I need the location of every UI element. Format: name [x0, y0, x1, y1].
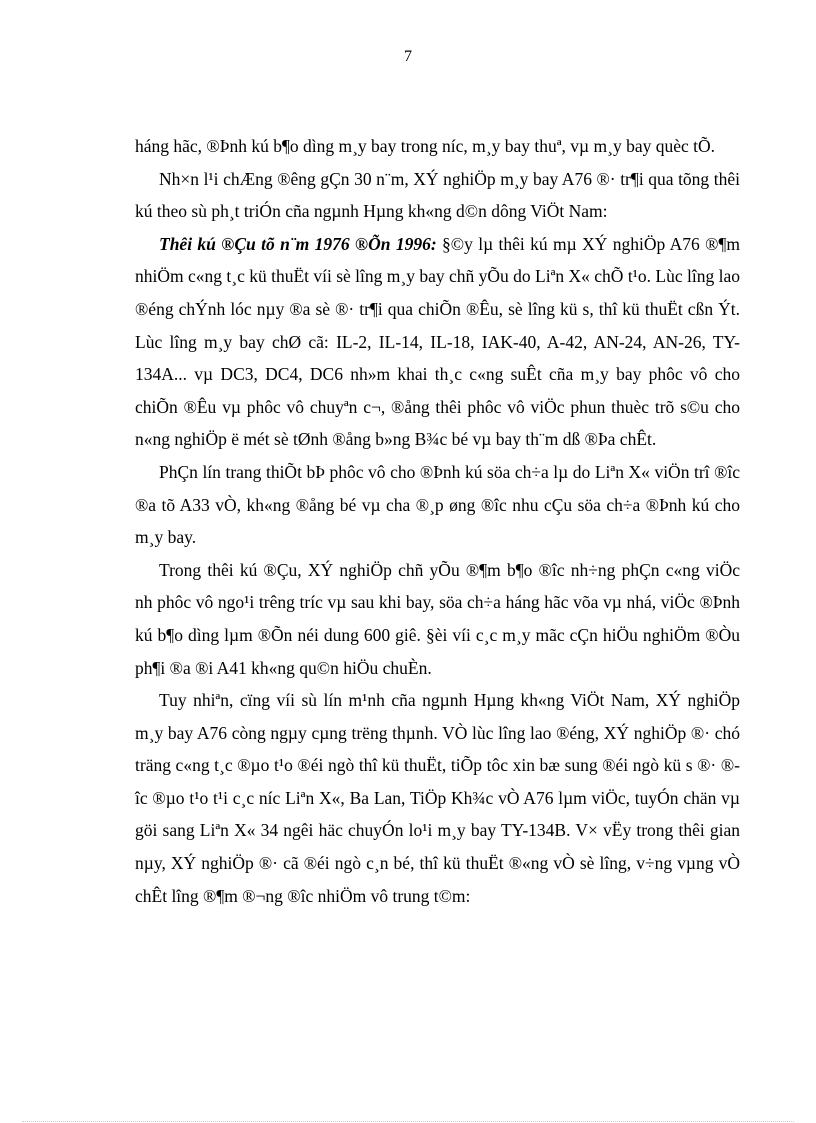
paragraph-4: PhÇn lín trang thiÕt bÞ phôc vô cho ®Þnh kú söa ch÷a lµ do Liªn X« viÖn trî ®îc ®a tõ A33 vÒ, kh«ng ®ång bé vµ cha ®¸p øng ®îc nhu cÇu söa ch÷a ®Þnh kú cho m¸y bay. [135, 461, 740, 548]
document-body [135, 130, 740, 912]
paragraph-3-text: §©y lµ thêi kú mµ XÝ nghiÖp A76 ®¶m nhiÖm c«ng t¸c kü thuËt víi sè lîng m¸y bay chñ yÕu do Liªn X« chÕ t¹o. Lùc lîng lao ®éng chÝnh lóc nµy ®a sè ®· tr¶i qua chiÕn ®Êu, sè lîng kü s, thî kü thuËt cßn Ýt. Lùc lîng m¸y bay chØ cã: IL-2, IL-14, IL-18, IAK-40, A-42, AN-24, AN-26, TY-134A... vµ DC3, DC4, DC6 nh»m khai th¸c c«ng suÊt cña m¸y bay phôc vô cho chiÕn ®Êu vµ phôc vô chuyªn c¬, ®ång thêi phôc vô viÖc phun thuèc trõ s©u cho n«ng nghiÖp ë mét sè tØnh ®ång b»ng B¾c bé vµ bay th¨m dß ®Þa chÊt. [135, 233, 740, 450]
paragraph-6: Tuy nhiªn, cïng víi sù lín m¹nh cña ngµnh Hµng kh«ng ViÖt Nam, XÝ nghiÖp m¸y bay A76 còng ngµy cµng trëng thµnh. VÒ lùc lîng lao ®éng, XÝ nghiÖp ®· chó träng c«ng t¸c ®µo t¹o ®éi ngò thî kü thuËt, tiÕp tôc xin bæ sung ®éi ngò kü s ®· ®îc ®µo t¹o t¹i c¸c níc Liªn X«, Ba Lan, TiÖp Kh¾c vÒ A76 lµm viÖc, tuyÓn chän vµ göi sang Liªn X« 34 ngêi häc chuyÓn lo¹i m¸y bay TY-134B. V× vËy trong thêi gian nµy, XÝ nghiÖp ®· cã ®éi ngò c¸n bé, thî kü thuËt ®«ng vÒ sè lîng, v÷ng vµng vÒ chÊt lîng ®¶m ®¬ng ®îc nhiÖm vô trung t©m: [135, 690, 740, 906]
paragraph-1: háng hãc, ®Þnh kú b¶o dìng m¸y bay trong níc, m¸y bay thuª, vµ m¸y bay quèc tÕ. [135, 136, 715, 156]
period-heading: Thêi kú ®Çu tõ n¨m 1976 ®Õn 1996: [159, 233, 437, 254]
paragraph-2: Nh×n l¹i chÆng ®êng gÇn 30 n¨m, XÝ nghiÖp m¸y bay A76 ®· tr¶i qua tõng thêi kú theo sù ph¸t triÓn cña ngµnh Hµng kh«ng d©n dông ViÖt Nam: [135, 168, 740, 222]
page-bottom-divider [22, 1121, 794, 1122]
paragraph-3 [135, 228, 740, 456]
page-number: 7 [404, 48, 412, 65]
paragraph-5: Trong thêi kú ®Çu, XÝ nghiÖp chñ yÕu ®¶m b¶o ®îc nh÷ng phÇn c«ng viÖc nh phôc vô ngo¹i trêng tríc vµ sau khi bay, söa ch÷a háng hãc võa vµ nhá, viÖc ®Þnh kú b¶o dìng lµm ®Õn néi dung 600 giê. §èi víi c¸c m¸y mãc cÇn hiÖu nghiÖm ®Òu ph¶i ®a ®i A41 kh«ng qu©n hiÖu chuÈn. [135, 559, 740, 678]
